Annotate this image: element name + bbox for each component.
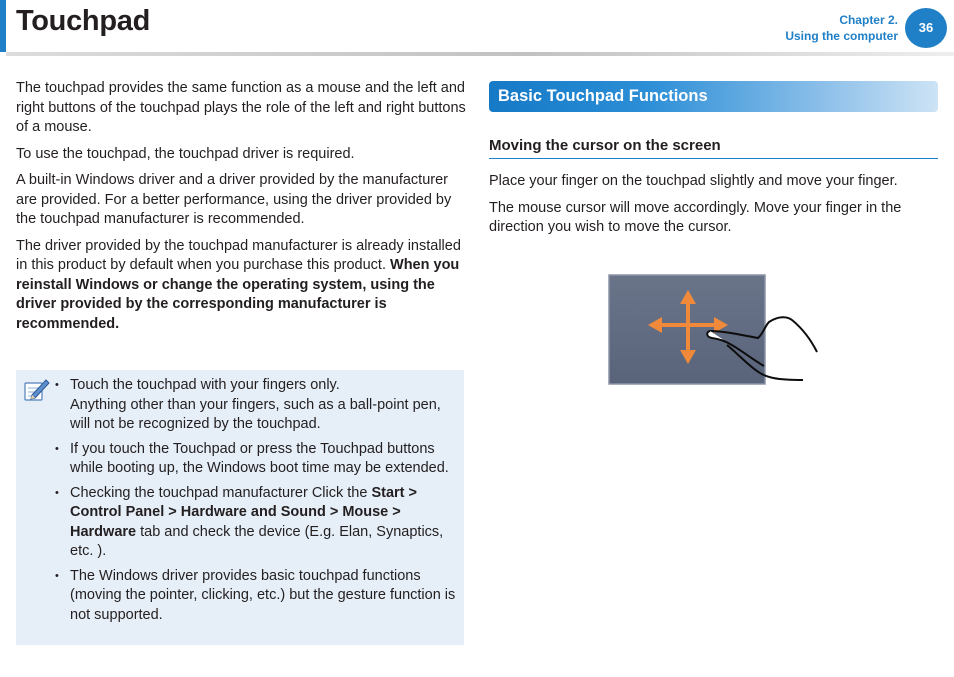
touchpad-hand-gesture-icon	[606, 272, 822, 386]
instruction-paragraph: Place your finger on the touchpad slightly and move your finger.	[489, 173, 898, 189]
section-header	[489, 81, 938, 112]
note-item-text: If you touch the Touchpad or press the Touchpad buttons while booting up, the Windows boot time may be extended.	[70, 440, 449, 476]
driver-types-paragraph: A built-in Windows driver and a driver provided by the manufacturer are provided. For a better performance, using the driver provided by the touchpad manufacturer is recommended.	[16, 172, 452, 227]
note-item	[54, 376, 458, 435]
menu-path-text: Start > Control Panel > Hardware and Sound > Mouse > Hardware	[70, 484, 417, 540]
chapter-number: Chapter 2.	[839, 13, 898, 27]
bullet: •	[55, 379, 59, 391]
instruction-paragraph: The mouse cursor will move accordingly. Move your finger in the direction you wish to move the cursor.	[489, 199, 902, 235]
intro-text	[16, 79, 466, 341]
reinstall-warning-text: When you reinstall Windows or change the operating system, using the driver provided by the corresponding manufacturer is recommended.	[16, 257, 460, 332]
section-title: Basic Touchpad Functions	[498, 87, 708, 105]
note-item	[54, 484, 458, 562]
intro-paragraph: The touchpad provides the same function as a mouse and the left and right buttons of the touchpad plays the role of the left and right buttons of a mouse.	[16, 80, 466, 135]
chapter-label	[785, 12, 898, 44]
bullet: •	[55, 486, 59, 499]
note-item	[54, 440, 458, 479]
header-divider	[6, 52, 954, 56]
cursor-instructions	[489, 172, 941, 245]
driver-installed-text: The driver provided by the touchpad manufacturer is already installed in this product by default when you purchase this product.	[16, 237, 461, 273]
note-pencil-icon	[22, 376, 50, 404]
driver-installed-paragraph	[16, 237, 466, 335]
note-item-text: Checking the touchpad manufacturer Click the	[70, 484, 368, 501]
note-item-text: tab and check the device (E.g. Elan, Synaptics, etc. ).	[70, 523, 444, 559]
note-item-text: Touch the touchpad with your fingers only.	[70, 377, 340, 393]
note-item-text: The Windows driver provides basic touchpad functions (moving the pointer, clicking, etc.) but the gesture function is not supported.	[70, 567, 456, 623]
bullet: •	[55, 569, 59, 582]
header-accent-bar	[0, 0, 6, 52]
note-item	[54, 567, 458, 626]
note-item-text: Anything other than your fingers, such as a ball-point pen, will not be recognized by the touchpad.	[70, 396, 441, 432]
driver-required-paragraph: To use the touchpad, the touchpad driver is required.	[16, 145, 355, 162]
note-list	[54, 376, 458, 630]
chapter-name: Using the computer	[785, 29, 898, 43]
note-box	[16, 370, 464, 645]
page-number-badge: 36	[905, 8, 947, 48]
bullet: •	[55, 442, 59, 455]
page-title: Touchpad	[16, 5, 150, 37]
subheading: Moving the cursor on the screen	[489, 137, 938, 159]
